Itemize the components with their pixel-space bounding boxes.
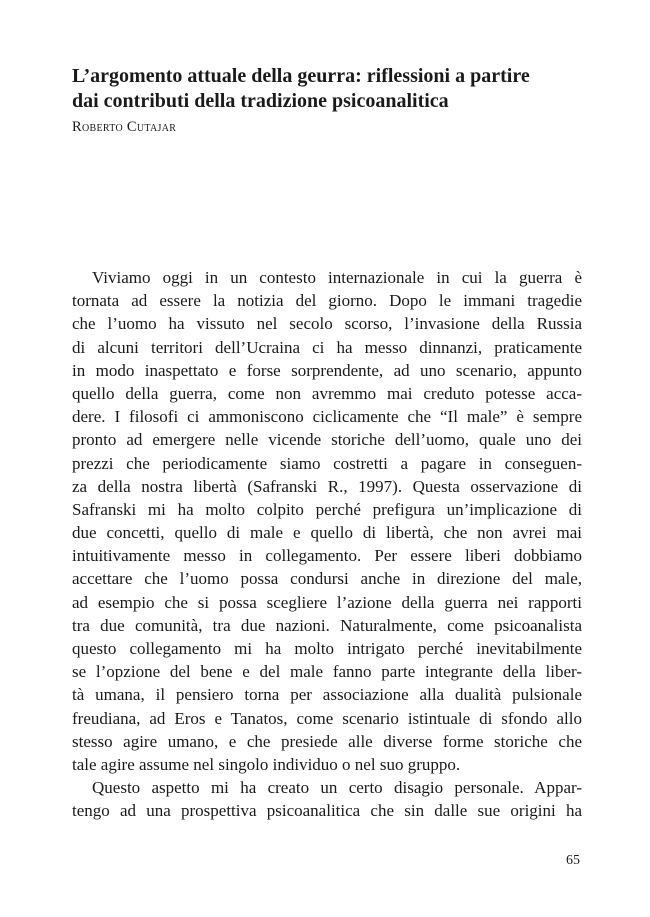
text-line: questo collegamento mi ha molto intrigato perché inevitabilmente <box>72 639 582 658</box>
text-line: tengo ad una prospettiva psicoanalitica che sin dalle sue origini ha <box>72 801 582 821</box>
text-line: freudiana, ad Eros e Tanatos, come scenario istintuale di sfondo allo <box>72 708 582 728</box>
chapter-title-line-2: dai contributi della tradizione psicoanalitica <box>72 90 449 112</box>
text-line: tale agire assume nel singolo individuo o nel suo gruppo. <box>72 754 461 774</box>
page-number: 65 <box>566 853 580 868</box>
text-line: za della nostra libertà (Safranski R., 1997). Questa osservazione di <box>72 476 582 496</box>
body-text <box>72 266 582 823</box>
chapter-title-line-1: L’argomento attuale della geurra: riflessioni a partire <box>72 65 530 87</box>
author-name: Roberto Cutajar <box>72 119 177 135</box>
text-line: due concetti, quello di male e quello di libertà, che non avrei mai <box>72 523 582 543</box>
text-line: tornata ad essere la notizia del giorno. Dopo le immani tragedie <box>72 291 582 311</box>
text-line: Questo aspetto mi ha creato un certo disagio personale. Appar- <box>92 778 582 798</box>
text-line: tra due comunità, tra due nazioni. Naturalmente, come psicoanalista <box>72 615 582 635</box>
text-line: dere. I filosofi ci ammoniscono ciclicamente che “Il male” è sempre <box>72 407 582 427</box>
chapter-header <box>72 64 592 136</box>
text-line: se l’opzione del bene e del male fanno parte integrante della liber- <box>72 662 582 682</box>
text-line: prezzi che periodicamente siamo costretti a pagare in conseguen- <box>72 453 582 473</box>
text-line: intuitivamente messo in collegamento. Per essere liberi dobbiamo <box>72 546 582 566</box>
text-line: Viviamo oggi in un contesto internazionale in cui la guerra è <box>92 268 582 287</box>
text-line: accettare che l’uomo possa condursi anche in direzione del male, <box>72 569 582 589</box>
text-line: ad esempio che si possa scegliere l’azione della guerra nei rapporti <box>72 592 582 612</box>
text-line: in modo inaspettato e forse sorprendente, ad uno scenario, appunto <box>72 360 582 380</box>
text-line: stesso agire umano, e che presiede alle diverse forme storiche che <box>72 731 582 751</box>
text-line: Safranski mi ha molto colpito perché prefigura un’implicazione di <box>72 499 582 519</box>
text-line: quello della guerra, come non avremmo mai creduto potesse acca- <box>72 383 582 403</box>
text-line: pronto ad emergere nelle vicende storiche dell’uomo, quale uno dei <box>72 430 582 450</box>
text-line: che l’uomo ha vissuto nel secolo scorso, l’invasione della Russia <box>72 314 582 334</box>
text-line: di alcuni territori dell’Ucraina ci ha messo dinnanzi, praticamente <box>72 337 582 357</box>
text-line: tà umana, il pensiero torna per associazione alla dualità pulsionale <box>72 685 582 705</box>
